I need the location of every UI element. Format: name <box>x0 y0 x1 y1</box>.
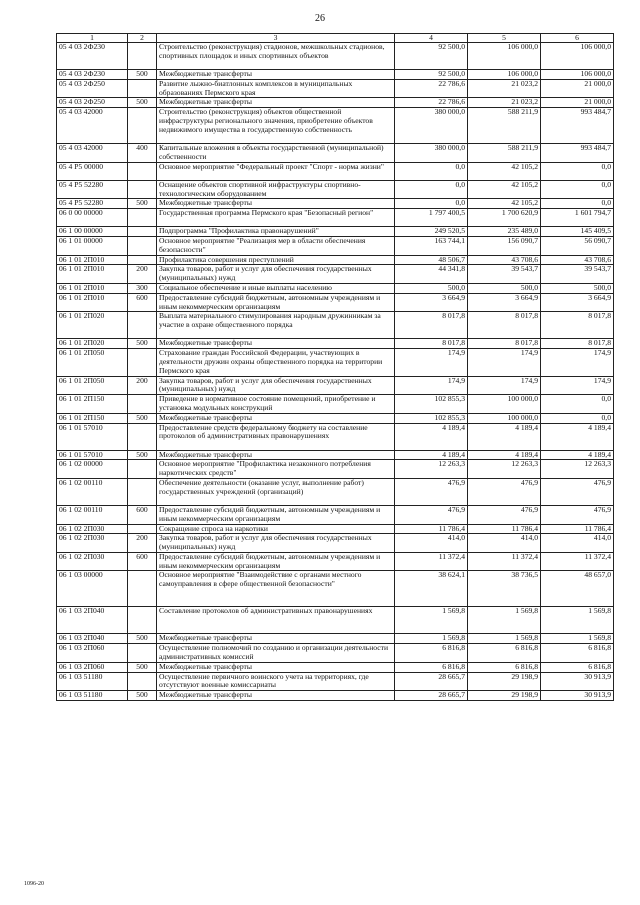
expense-type-cell: 500 <box>128 199 157 209</box>
amount-cell-6: 11 786,4 <box>541 524 614 534</box>
name-cell: Межбюджетные трансферты <box>157 662 395 672</box>
amount-cell-5: 8 017,8 <box>468 312 541 339</box>
amount-cell-6: 0,0 <box>541 199 614 209</box>
amount-cell-4: 12 263,3 <box>395 460 468 479</box>
name-cell: Основное мероприятие "Федеральный проект "Спорт - норма жизни" <box>157 162 395 180</box>
budget-table <box>56 33 614 701</box>
amount-cell-5: 500,0 <box>468 283 541 293</box>
amount-cell-5: 6 816,8 <box>468 662 541 672</box>
expense-type-cell <box>128 180 157 199</box>
amount-cell-5: 476,9 <box>468 505 541 524</box>
name-cell: Межбюджетные трансферты <box>157 691 395 701</box>
amount-cell-5: 11 372,4 <box>468 552 541 571</box>
expense-type-cell <box>128 672 157 691</box>
name-cell: Строительство (реконструкция) объектов общественной инфраструктуры регионального значения, приобретение объектов недвижимого имущества в государственную собственность <box>157 108 395 144</box>
amount-cell-4: 0,0 <box>395 180 468 199</box>
amount-cell-5: 156 090,7 <box>468 236 541 255</box>
expense-type-cell: 500 <box>128 98 157 108</box>
amount-cell-5: 106 000,0 <box>468 70 541 80</box>
amount-cell-5: 8 017,8 <box>468 339 541 349</box>
amount-cell-5: 42 105,2 <box>468 162 541 180</box>
amount-cell-4: 11 372,4 <box>395 552 468 571</box>
code-cell: 05 4 P5 52280 <box>57 180 128 199</box>
code-cell: 05 4 03 2Ф230 <box>57 70 128 80</box>
amount-cell-6: 106 000,0 <box>541 70 614 80</box>
amount-cell-6: 174,9 <box>541 376 614 395</box>
table-row <box>57 552 614 571</box>
amount-cell-5: 12 263,3 <box>468 460 541 479</box>
amount-cell-6: 993 484,7 <box>541 144 614 163</box>
amount-cell-6: 6 816,8 <box>541 644 614 663</box>
name-cell: Строительство (реконструкция) стадионов, межшкольных стадионов, спортивных площадок и иных спортивных объектов <box>157 43 395 70</box>
name-cell: Осуществление полномочий по созданию и организации деятельности административных комиссий <box>157 644 395 663</box>
amount-cell-5: 588 211,9 <box>468 108 541 144</box>
name-cell: Основное мероприятие "Реализация мер в области обеспечения безопасности" <box>157 236 395 255</box>
name-cell: Составление протоколов об административных правонарушениях <box>157 607 395 634</box>
expense-type-cell <box>128 571 157 607</box>
code-cell: 06 1 03 51180 <box>57 691 128 701</box>
table-row <box>57 255 614 265</box>
table-row <box>57 524 614 534</box>
expense-type-cell: 200 <box>128 534 157 553</box>
table-row <box>57 413 614 423</box>
amount-cell-4: 1 569,8 <box>395 607 468 634</box>
amount-cell-4: 92 500,0 <box>395 70 468 80</box>
amount-cell-4: 476,9 <box>395 505 468 524</box>
header-cell-6: 6 <box>541 34 614 43</box>
amount-cell-6: 0,0 <box>541 180 614 199</box>
amount-cell-6: 12 263,3 <box>541 460 614 479</box>
expense-type-cell: 500 <box>128 70 157 80</box>
name-cell: Страхование граждан Российской Федерации, участвующих в деятельности дружин охраны общественного порядка на территории Пермского края <box>157 349 395 376</box>
code-cell: 06 1 01 2П020 <box>57 312 128 339</box>
amount-cell-6: 174,9 <box>541 349 614 376</box>
expense-type-cell: 600 <box>128 552 157 571</box>
amount-cell-6: 145 409,5 <box>541 227 614 237</box>
amount-cell-4: 8 017,8 <box>395 312 468 339</box>
table-row <box>57 283 614 293</box>
header-cell-1: 1 <box>57 34 128 43</box>
name-cell: Межбюджетные трансферты <box>157 199 395 209</box>
code-cell: 05 4 03 2Ф230 <box>57 43 128 70</box>
expense-type-cell: 200 <box>128 376 157 395</box>
amount-cell-4: 1 569,8 <box>395 634 468 644</box>
amount-cell-5: 235 489,0 <box>468 227 541 237</box>
amount-cell-6: 8 017,8 <box>541 312 614 339</box>
amount-cell-6: 30 913,9 <box>541 672 614 691</box>
amount-cell-4: 6 816,8 <box>395 644 468 663</box>
code-cell: 06 1 02 2П030 <box>57 534 128 553</box>
name-cell: Подпрограмма "Профилактика правонарушений" <box>157 227 395 237</box>
name-cell: Межбюджетные трансферты <box>157 70 395 80</box>
code-cell: 06 1 02 2П030 <box>57 552 128 571</box>
amount-cell-5: 43 708,6 <box>468 255 541 265</box>
name-cell: Оснащение объектов спортивной инфраструктуры спортивно-технологическим оборудованием <box>157 180 395 199</box>
expense-type-cell <box>128 423 157 450</box>
amount-cell-5: 1 700 620,9 <box>468 209 541 227</box>
name-cell: Межбюджетные трансферты <box>157 98 395 108</box>
amount-cell-6: 3 664,9 <box>541 293 614 312</box>
amount-cell-4: 22 786,6 <box>395 79 468 98</box>
amount-cell-5: 42 105,2 <box>468 199 541 209</box>
table-row <box>57 199 614 209</box>
amount-cell-4: 174,9 <box>395 376 468 395</box>
amount-cell-6: 500,0 <box>541 283 614 293</box>
name-cell: Предоставление субсидий бюджетным, автономным учреждениям и иным некоммерческим организациям <box>157 552 395 571</box>
table-row <box>57 571 614 607</box>
amount-cell-5: 588 211,9 <box>468 144 541 163</box>
name-cell: Профилактика совершения преступлений <box>157 255 395 265</box>
code-cell: 05 4 P5 52280 <box>57 199 128 209</box>
name-cell: Межбюджетные трансферты <box>157 450 395 460</box>
table-row <box>57 339 614 349</box>
amount-cell-6: 56 090,7 <box>541 236 614 255</box>
amount-cell-4: 476,9 <box>395 478 468 505</box>
name-cell: Сокращение спроса на наркотики <box>157 524 395 534</box>
table-row <box>57 349 614 376</box>
expense-type-cell <box>128 79 157 98</box>
table-row <box>57 644 614 663</box>
amount-cell-5: 29 198,9 <box>468 691 541 701</box>
expense-type-cell <box>128 607 157 634</box>
table-row <box>57 395 614 414</box>
amount-cell-4: 4 189,4 <box>395 423 468 450</box>
amount-cell-6: 1 569,8 <box>541 607 614 634</box>
amount-cell-6: 21 000,0 <box>541 79 614 98</box>
name-cell: Закупка товаров, работ и услуг для обеспечения государственных (муниципальных) нужд <box>157 534 395 553</box>
code-cell: 05 4 03 42000 <box>57 144 128 163</box>
name-cell: Социальное обеспечение и иные выплаты населению <box>157 283 395 293</box>
amount-cell-6: 11 372,4 <box>541 552 614 571</box>
document-code: 1096-20 <box>24 881 44 887</box>
amount-cell-5: 100 000,0 <box>468 395 541 414</box>
name-cell: Закупка товаров, работ и услуг для обеспечения государственных (муниципальных) нужд <box>157 376 395 395</box>
table-row <box>57 312 614 339</box>
amount-cell-4: 44 341,8 <box>395 265 468 284</box>
amount-cell-5: 100 000,0 <box>468 413 541 423</box>
expense-type-cell <box>128 162 157 180</box>
code-cell: 06 1 02 00110 <box>57 505 128 524</box>
expense-type-cell: 500 <box>128 634 157 644</box>
table-row <box>57 265 614 284</box>
amount-cell-5: 42 105,2 <box>468 180 541 199</box>
code-cell: 06 1 03 2П040 <box>57 607 128 634</box>
amount-cell-4: 380 000,0 <box>395 144 468 163</box>
expense-type-cell <box>128 478 157 505</box>
table-row <box>57 460 614 479</box>
table-row <box>57 70 614 80</box>
amount-cell-6: 0,0 <box>541 395 614 414</box>
amount-cell-5: 38 736,5 <box>468 571 541 607</box>
amount-cell-6: 414,0 <box>541 534 614 553</box>
expense-type-cell: 200 <box>128 265 157 284</box>
table-row <box>57 662 614 672</box>
code-cell: 06 1 03 2П060 <box>57 644 128 663</box>
name-cell: Межбюджетные трансферты <box>157 413 395 423</box>
amount-cell-5: 1 569,8 <box>468 607 541 634</box>
amount-cell-5: 174,9 <box>468 376 541 395</box>
amount-cell-6: 4 189,4 <box>541 450 614 460</box>
header-cell-3: 3 <box>157 34 395 43</box>
table-header <box>57 34 614 43</box>
code-cell: 06 1 01 2П050 <box>57 376 128 395</box>
expense-type-cell: 500 <box>128 662 157 672</box>
code-cell: 06 1 02 00110 <box>57 478 128 505</box>
name-cell: Закупка товаров, работ и услуг для обеспечения государственных (муниципальных) нужд <box>157 265 395 284</box>
expense-type-cell <box>128 236 157 255</box>
header-cell-4: 4 <box>395 34 468 43</box>
code-cell: 06 1 03 2П040 <box>57 634 128 644</box>
amount-cell-5: 4 189,4 <box>468 450 541 460</box>
name-cell: Осуществление первичного воинского учета на территориях, где отсутствуют военные комиссариаты <box>157 672 395 691</box>
amount-cell-4: 500,0 <box>395 283 468 293</box>
amount-cell-4: 6 816,8 <box>395 662 468 672</box>
name-cell: Предоставление средств федеральному бюджету на составление протоколов об административных правонарушениях <box>157 423 395 450</box>
amount-cell-6: 48 657,0 <box>541 571 614 607</box>
name-cell: Основное мероприятие "Профилактика незаконного потребления наркотических средств" <box>157 460 395 479</box>
amount-cell-6: 993 484,7 <box>541 108 614 144</box>
expense-type-cell <box>128 312 157 339</box>
amount-cell-5: 3 664,9 <box>468 293 541 312</box>
header-cell-5: 5 <box>468 34 541 43</box>
code-cell: 05 4 03 42000 <box>57 108 128 144</box>
amount-cell-5: 1 569,8 <box>468 634 541 644</box>
code-cell: 06 1 01 57010 <box>57 450 128 460</box>
name-cell: Выплата материального стимулирования народным дружинникам за участие в охране общественного порядка <box>157 312 395 339</box>
amount-cell-6: 0,0 <box>541 162 614 180</box>
header-cell-2: 2 <box>128 34 157 43</box>
table-row <box>57 672 614 691</box>
amount-cell-4: 0,0 <box>395 162 468 180</box>
code-cell: 06 1 03 51180 <box>57 672 128 691</box>
expense-type-cell <box>128 349 157 376</box>
expense-type-cell <box>128 644 157 663</box>
amount-cell-6: 43 708,6 <box>541 255 614 265</box>
table-row <box>57 144 614 163</box>
name-cell: Межбюджетные трансферты <box>157 339 395 349</box>
name-cell: Приведение в нормативное состояние помещений, приобретение и установка модульных конструкций <box>157 395 395 414</box>
table-row <box>57 43 614 70</box>
amount-cell-4: 8 017,8 <box>395 339 468 349</box>
amount-cell-4: 48 506,7 <box>395 255 468 265</box>
amount-cell-4: 22 786,6 <box>395 98 468 108</box>
table-row <box>57 634 614 644</box>
name-cell: Развитие лыжно-биатлонных комплексов в муниципальных образованиях Пермского края <box>157 79 395 98</box>
code-cell: 06 1 02 2П030 <box>57 524 128 534</box>
code-cell: 06 1 03 2П060 <box>57 662 128 672</box>
expense-type-cell <box>128 108 157 144</box>
code-cell: 05 4 03 2Ф250 <box>57 98 128 108</box>
table-row <box>57 534 614 553</box>
amount-cell-5: 6 816,8 <box>468 644 541 663</box>
expense-type-cell <box>128 460 157 479</box>
amount-cell-5: 29 198,9 <box>468 672 541 691</box>
table-row <box>57 505 614 524</box>
code-cell: 06 1 03 00000 <box>57 571 128 607</box>
table-row <box>57 376 614 395</box>
expense-type-cell: 500 <box>128 450 157 460</box>
expense-type-cell <box>128 227 157 237</box>
table-row <box>57 607 614 634</box>
table-row <box>57 293 614 312</box>
amount-cell-6: 1 601 794,7 <box>541 209 614 227</box>
name-cell: Основное мероприятие "Взаимодействие с органами местного самоуправления в сфере общественной безопасности" <box>157 571 395 607</box>
name-cell: Предоставление субсидий бюджетным, автономным учреждениям и иным некоммерческим организациям <box>157 293 395 312</box>
amount-cell-6: 106 000,0 <box>541 43 614 70</box>
table-row <box>57 236 614 255</box>
amount-cell-6: 1 569,8 <box>541 634 614 644</box>
name-cell: Капитальные вложения в объекты государственной (муниципальной) собственности <box>157 144 395 163</box>
amount-cell-6: 476,9 <box>541 505 614 524</box>
expense-type-cell: 600 <box>128 293 157 312</box>
table-row <box>57 423 614 450</box>
expense-type-cell <box>128 524 157 534</box>
code-cell: 06 1 01 2П010 <box>57 265 128 284</box>
amount-cell-5: 39 543,7 <box>468 265 541 284</box>
amount-cell-6: 6 816,8 <box>541 662 614 672</box>
table-row <box>57 108 614 144</box>
name-cell: Государственная программа Пермского края "Безопасный регион" <box>157 209 395 227</box>
amount-cell-6: 39 543,7 <box>541 265 614 284</box>
name-cell: Межбюджетные трансферты <box>157 634 395 644</box>
code-cell: 06 1 01 2П010 <box>57 255 128 265</box>
amount-cell-5: 174,9 <box>468 349 541 376</box>
amount-cell-6: 8 017,8 <box>541 339 614 349</box>
amount-cell-5: 11 786,4 <box>468 524 541 534</box>
expense-type-cell: 500 <box>128 339 157 349</box>
amount-cell-5: 4 189,4 <box>468 423 541 450</box>
code-cell: 06 1 01 57010 <box>57 423 128 450</box>
amount-cell-4: 28 665,7 <box>395 691 468 701</box>
amount-cell-4: 38 624,1 <box>395 571 468 607</box>
amount-cell-4: 11 786,4 <box>395 524 468 534</box>
code-cell: 06 1 00 00000 <box>57 227 128 237</box>
code-cell: 06 1 01 2П150 <box>57 395 128 414</box>
expense-type-cell <box>128 255 157 265</box>
expense-type-cell: 600 <box>128 505 157 524</box>
table-row <box>57 98 614 108</box>
amount-cell-4: 380 000,0 <box>395 108 468 144</box>
amount-cell-4: 174,9 <box>395 349 468 376</box>
table-row <box>57 209 614 227</box>
table-row <box>57 180 614 199</box>
amount-cell-4: 0,0 <box>395 199 468 209</box>
table-row <box>57 478 614 505</box>
table-body <box>57 43 614 701</box>
amount-cell-4: 4 189,4 <box>395 450 468 460</box>
code-cell: 06 1 01 2П010 <box>57 283 128 293</box>
amount-cell-6: 476,9 <box>541 478 614 505</box>
amount-cell-4: 1 797 400,5 <box>395 209 468 227</box>
code-cell: 05 4 P5 00000 <box>57 162 128 180</box>
header-row <box>57 34 614 43</box>
amount-cell-4: 102 855,3 <box>395 395 468 414</box>
table-row <box>57 79 614 98</box>
amount-cell-6: 30 913,9 <box>541 691 614 701</box>
amount-cell-4: 28 665,7 <box>395 672 468 691</box>
amount-cell-4: 249 520,5 <box>395 227 468 237</box>
code-cell: 06 1 01 2П010 <box>57 293 128 312</box>
amount-cell-4: 92 500,0 <box>395 43 468 70</box>
name-cell: Предоставление субсидий бюджетным, автономным учреждениям и иным некоммерческим организациям <box>157 505 395 524</box>
table-row <box>57 162 614 180</box>
amount-cell-5: 21 023,2 <box>468 79 541 98</box>
amount-cell-4: 102 855,3 <box>395 413 468 423</box>
amount-cell-6: 0,0 <box>541 413 614 423</box>
code-cell: 05 4 03 2Ф250 <box>57 79 128 98</box>
amount-cell-5: 106 000,0 <box>468 43 541 70</box>
expense-type-cell: 500 <box>128 691 157 701</box>
table-row <box>57 450 614 460</box>
amount-cell-4: 414,0 <box>395 534 468 553</box>
code-cell: 06 1 01 00000 <box>57 236 128 255</box>
code-cell: 06 0 00 00000 <box>57 209 128 227</box>
amount-cell-6: 21 000,0 <box>541 98 614 108</box>
code-cell: 06 1 01 2П150 <box>57 413 128 423</box>
name-cell: Обеспечение деятельности (оказание услуг, выполнение работ) государственных учреждений (организаций) <box>157 478 395 505</box>
expense-type-cell <box>128 209 157 227</box>
amount-cell-5: 414,0 <box>468 534 541 553</box>
table-row <box>57 691 614 701</box>
expense-type-cell <box>128 43 157 70</box>
code-cell: 06 1 01 2П020 <box>57 339 128 349</box>
amount-cell-5: 21 023,2 <box>468 98 541 108</box>
table-row <box>57 227 614 237</box>
code-cell: 06 1 02 00000 <box>57 460 128 479</box>
code-cell: 06 1 01 2П050 <box>57 349 128 376</box>
amount-cell-4: 163 744,1 <box>395 236 468 255</box>
expense-type-cell: 400 <box>128 144 157 163</box>
page-number: 26 <box>315 13 325 24</box>
expense-type-cell: 500 <box>128 413 157 423</box>
expense-type-cell: 300 <box>128 283 157 293</box>
amount-cell-5: 476,9 <box>468 478 541 505</box>
amount-cell-4: 3 664,9 <box>395 293 468 312</box>
expense-type-cell <box>128 395 157 414</box>
amount-cell-6: 4 189,4 <box>541 423 614 450</box>
